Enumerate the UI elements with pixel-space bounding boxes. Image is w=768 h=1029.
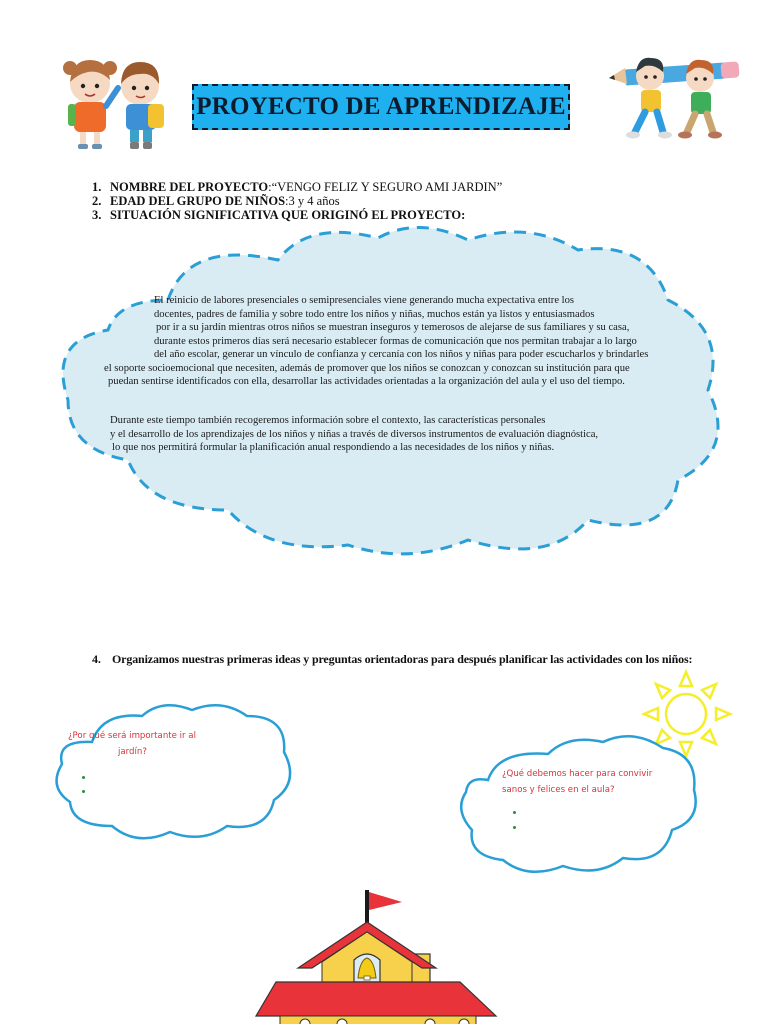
- paragraph-line: el soporte socioemocional que necesiten, además de promover que los niños se conozcan y conozcan su institución para que: [104, 362, 630, 374]
- bullet-point: [82, 790, 85, 793]
- situation-label: SITUACIÓN SIGNIFICATIVA QUE ORIGINÓ EL PROYECTO:: [110, 208, 466, 222]
- project-name-value: “VENGO FELIZ Y SEGURO AMI JARDIN”: [271, 180, 503, 194]
- schoolhouse-illustration: [250, 886, 510, 1024]
- question-1-line-1: ¿Por qué será importante ir al: [68, 731, 196, 741]
- paragraph-line: puedan sentirse identificados con ella, desarrollar las actividades orientadas a la organización del aula y el uso del tiempo.: [108, 376, 625, 387]
- project-info-list: [92, 180, 502, 222]
- paragraph-line: durante estos primeros días será necesario establecer formas de comunicación que nos permitan trabajar a lo largo: [154, 335, 637, 347]
- list-number: 3.: [92, 208, 102, 222]
- bullet-point: [82, 776, 85, 779]
- kids-with-backpacks-illustration: [48, 44, 178, 154]
- paragraph-line: lo que nos permitirá formular la planificación anual respondiendo a las necesidades de los niños y niñas.: [112, 442, 555, 453]
- paragraph-line: del año escolar, generar un vínculo de confianza y cercanía con los niños y niñas para poder escucharlos y brindarles: [154, 349, 649, 360]
- question-cloud-1: [52, 702, 296, 842]
- paragraph-line: El reinicio de labores presenciales o semipresenciales viene generando mucha expectativa entre los: [154, 295, 575, 306]
- question-1-line-2: jardín?: [118, 747, 147, 757]
- paragraph-line: y el desarrollo de los aprendizajes de los niños y niñas a través de diversos instrumentos de evaluación diagnóstica,: [110, 428, 599, 440]
- section-4-text: Organizamos nuestras primeras ideas y preguntas orientadoras para después planificar las actividades con los niños:: [112, 652, 693, 666]
- situation-cloud-shape: [48, 220, 728, 560]
- bullet-point: [513, 811, 516, 814]
- list-number: 1.: [92, 180, 102, 194]
- group-age-row: [92, 194, 502, 208]
- section-4-heading: [92, 652, 692, 667]
- list-number: 4.: [92, 652, 101, 666]
- question-cloud-2: [458, 730, 698, 878]
- group-age-value: 3 y 4 años: [288, 194, 340, 208]
- separator: :: [285, 194, 289, 208]
- paragraph-line: docentes, padres de familia y sobre todo entre los niños y niñas, muchos están ya listos y entusiasmados: [154, 308, 595, 320]
- question-2-line-2: sanos y felices en el aula?: [502, 785, 615, 795]
- separator: :: [268, 180, 272, 194]
- project-title-banner: [192, 84, 570, 130]
- group-age-label: EDAD DEL GRUPO DE NIÑOS: [110, 194, 286, 208]
- list-number: 2.: [92, 194, 102, 208]
- project-name-row: [92, 180, 502, 194]
- question-2-line-1: ¿Qué debemos hacer para convivir: [502, 769, 653, 779]
- paragraph-line: Durante este tiempo también recogeremos información sobre el contexto, las características personales: [110, 415, 546, 426]
- page-title: PROYECTO DE APRENDIZAJE: [196, 93, 566, 120]
- paragraph-line: por ir a su jardín mientras otros niños se muestran inseguros y temerosos de alejarse de sus familiares y su casa,: [156, 322, 630, 333]
- bullet-point: [513, 826, 516, 829]
- project-name-label: NOMBRE DEL PROYECTO: [110, 180, 269, 194]
- boys-carrying-pencil-illustration: [605, 44, 745, 144]
